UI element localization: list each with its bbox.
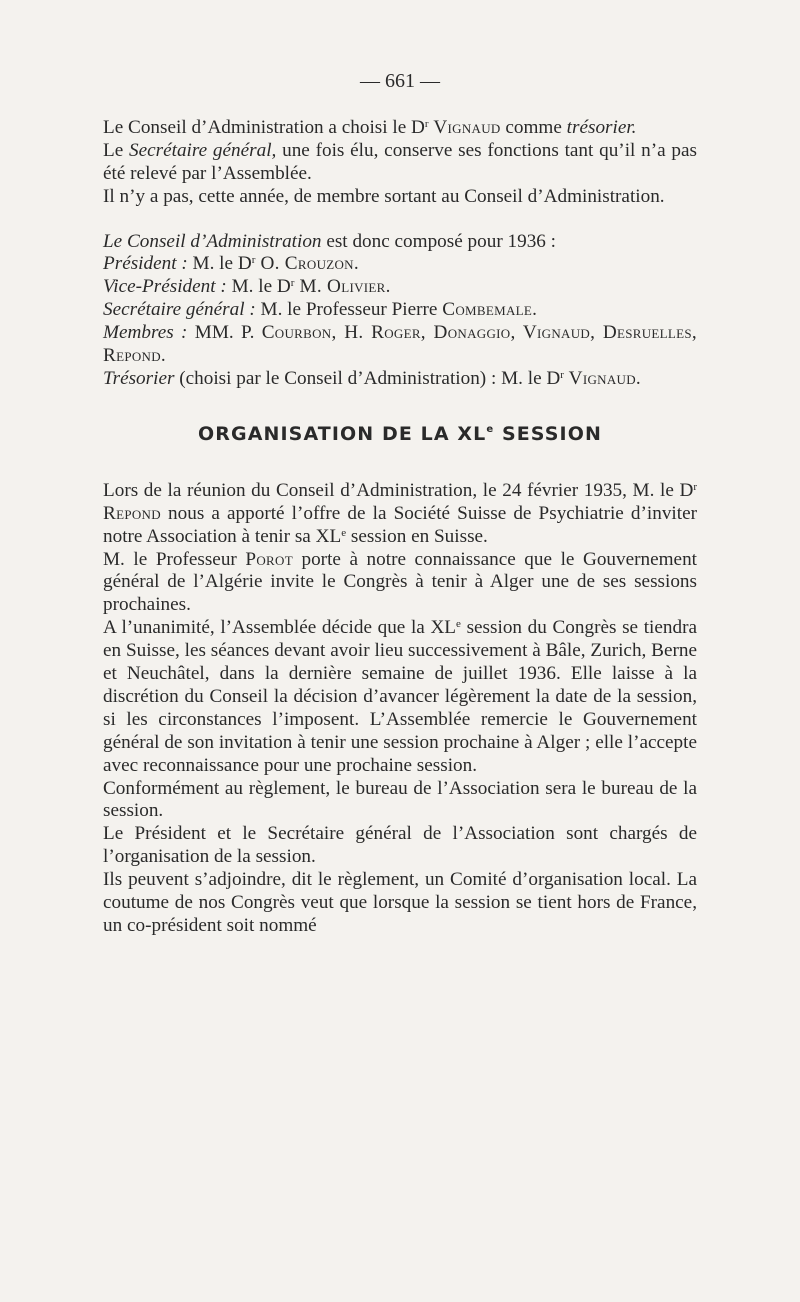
paragraph-composition: Le Conseil d’Administration est donc composé pour 1936 : <box>103 230 557 252</box>
page <box>103 70 697 938</box>
line-treasurer: Trésorier (choisi par le Conseil d’Administration) : M. le $D^r$ Vignaud. <box>103 367 642 389</box>
line-secretary: Secrétaire général : M. le Professeur Pierre Combemale. <box>103 299 538 321</box>
line-members: Membres : MM. P. Courbon, H. Roger, Donaggio, Vignaud, Desruelles, Repond. <box>103 322 697 367</box>
paragraph-algeria-invitation: M. le Professeur Porot porte à notre connaissance que le Gouvernement général de l’Algérie invite le Congrès à tenir à Alger une de ses sessions prochaines. <box>103 548 697 616</box>
paragraph-bureau: Conformément au règlement, le bureau de l’Association sera le bureau de la session. <box>103 777 697 822</box>
paragraph-no-outgoing: Il n’y a pas, cette année, de membre sortant au Conseil d’Administration. <box>103 185 665 207</box>
page-number: — 661 — <box>360 70 440 92</box>
section-heading: ORGANISATION DE LA XLe SESSION <box>198 422 602 445</box>
paragraph-secretary: Le Secrétaire général, une fois élu, conserve ses fonctions tant qu’il n’a pas été relevé par l’Assemblée. <box>103 139 697 184</box>
paragraph-swiss-offer: Lors de la réunion du Conseil d’Administration, le 24 février 1935, M. le $D^r$ Repond nous a apporté l’offre de la Société Suisse de Psychiatrie d’inviter notre Association à tenir sa XLe session en Suisse. <box>103 479 697 547</box>
name-vignaud: Vignaud <box>433 116 501 138</box>
paragraph-local-committee: Ils peuvent s’adjoindre, dit le règlement, un Comité d’organisation local. La coutume de nos Congrès veut que lorsque la session se tient hors de France, un co-président soit nommé <box>103 869 697 936</box>
paragraph-organisation: Le Président et le Secrétaire général de l’Association sont chargés de l’organisation de la session. <box>103 823 697 868</box>
line-vice-president: Vice-Président : M. le $D^r$ M. Olivier. <box>103 276 391 298</box>
paragraph-treasurer-choice: Le Conseil d’Administration a choisi le $D^r$ Vignaud comme trésorier. <box>103 116 637 138</box>
paragraph-decision: A l’unanimité, l’Assemblée décide que la XLe session du Congrès se tiendra en Suisse, les séances devant avoir lieu successivement à Bâle, Zurich, Berne et Neuchâtel, dans la dernière semaine de juillet 1936. Elle laisse à la discrétion du Conseil la décision d’avancer légèrement la date de la session, si les circonstances l’imposent. L’Assemblée remercie le Gouvernement général de son invitation à tenir une session prochaine à Alger ; elle l’accepte avec reconnaissance pour une prochaine session. <box>103 617 697 776</box>
line-president: Président : M. le $D^r$ O. Crouzon. <box>103 253 359 275</box>
